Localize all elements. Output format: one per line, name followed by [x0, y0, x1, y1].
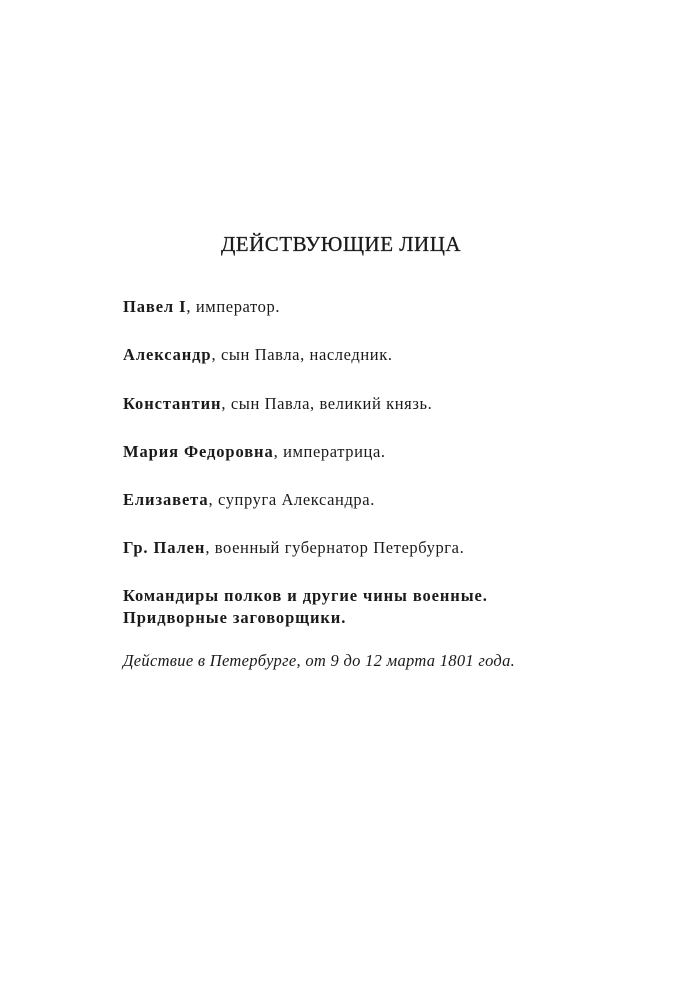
- character-entry: [123, 345, 393, 365]
- character-description: , супруга Александра.: [208, 490, 375, 509]
- character-entry: [123, 394, 432, 414]
- character-entry: [123, 538, 464, 558]
- character-name: Гр. Пален: [123, 538, 206, 557]
- other-characters-line: Командиры полков и другие чины военные.: [123, 586, 488, 605]
- other-characters-line: Придворные заговорщики.: [123, 608, 347, 627]
- setting-note: Действие в Петербурге, от 9 до 12 марта 1801 года.: [123, 651, 516, 670]
- character-description: , сын Павла, великий князь.: [221, 394, 433, 413]
- character-entry: [123, 442, 386, 462]
- character-entry: [123, 490, 375, 510]
- character-description: , императрица.: [273, 442, 386, 461]
- character-name: Павел I: [123, 297, 187, 316]
- character-description: , император.: [186, 297, 281, 316]
- page-title: ДЕЙСТВУЮЩИЕ ЛИЦА: [220, 232, 462, 256]
- character-name: Елизавета: [123, 490, 209, 509]
- character-name: Александр: [123, 345, 212, 364]
- character-description: , военный губернатор Петербурга.: [205, 538, 465, 557]
- character-entry: [123, 297, 280, 317]
- character-name: Константин: [123, 394, 222, 413]
- character-name: Мария Федоровна: [123, 442, 274, 461]
- character-description: , сын Павла, наследник.: [211, 345, 393, 364]
